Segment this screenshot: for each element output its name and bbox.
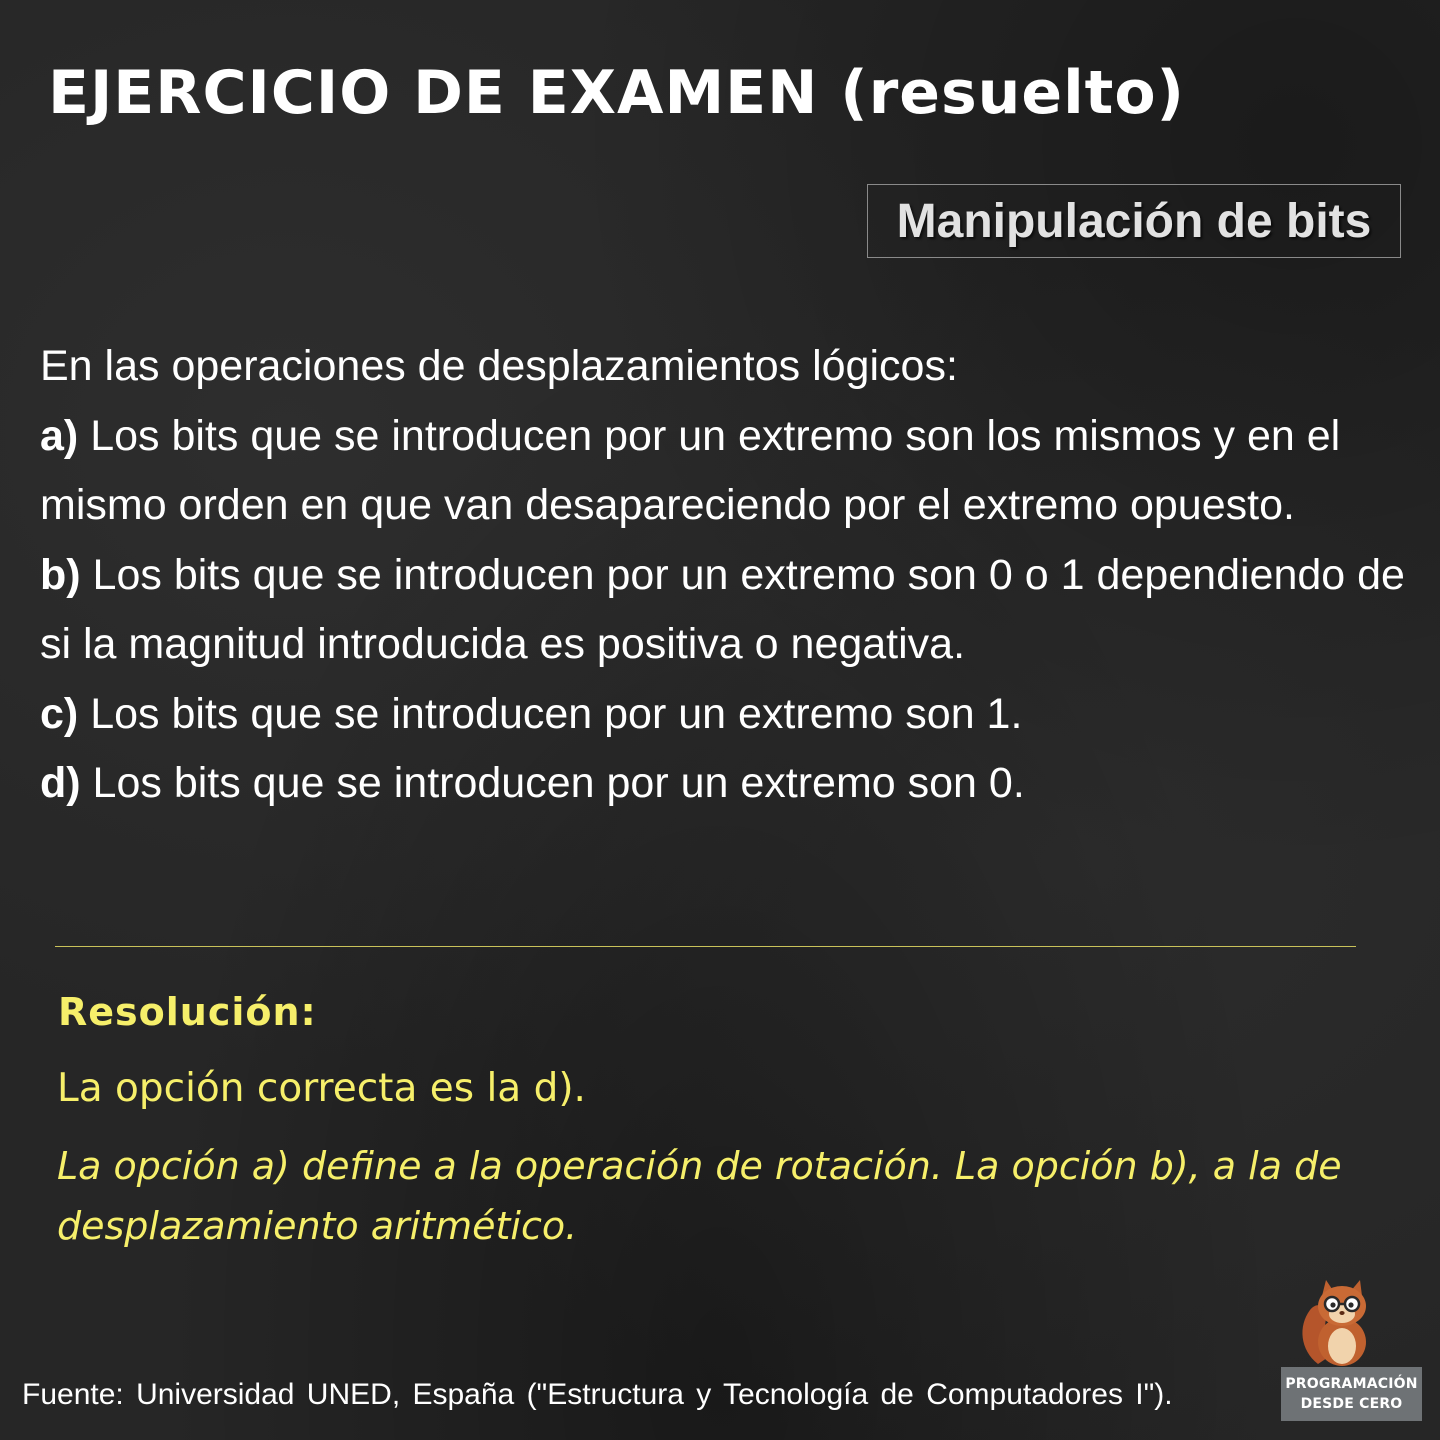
option-c-letter: c) bbox=[40, 689, 79, 738]
logo-text-line1: PROGRAMACIÓN bbox=[1285, 1376, 1418, 1392]
option-c bbox=[40, 680, 1420, 750]
option-c-text: Los bits que se introducen por un extremo son 1. bbox=[90, 689, 1023, 738]
option-b-text: Los bits que se introducen por un extremo son 0 o 1 dependiendo de si la magnitud introducida es positiva o negativa. bbox=[40, 550, 1405, 668]
page-title: EJERCICIO DE EXAMEN (resuelto) bbox=[48, 58, 1185, 128]
option-b bbox=[40, 541, 1420, 680]
topic-label: Manipulación de bits bbox=[896, 194, 1372, 248]
question-block bbox=[40, 332, 1420, 819]
question-prompt: En las operaciones de desplazamientos lógicos: bbox=[40, 342, 958, 390]
option-d-text: Los bits que se introducen por un extremo son 0. bbox=[92, 759, 1025, 807]
resolution-explanation: La opción a) define a la operación de rotación. La opción b), a la de desplazamiento aritmético. bbox=[57, 1144, 1342, 1248]
option-a-letter: a) bbox=[40, 411, 79, 460]
option-a bbox=[40, 402, 1420, 541]
squirrel-mascot-icon bbox=[1296, 1276, 1386, 1368]
resolution-heading: Resolución: bbox=[58, 990, 317, 1034]
section-divider bbox=[55, 946, 1356, 947]
option-d-letter: d) bbox=[40, 759, 81, 807]
option-a-text: Los bits que se introducen por un extremo son los mismos y en el mismo orden en que van desapareciendo por el extremo opuesto. bbox=[40, 411, 1341, 529]
logo-badge bbox=[1281, 1367, 1422, 1421]
topic-badge bbox=[867, 184, 1401, 258]
option-d bbox=[40, 749, 1420, 819]
resolution-answer: La opción correcta es la d). bbox=[57, 1066, 586, 1111]
option-b-letter: b) bbox=[40, 550, 81, 599]
logo-text-line2: DESDE CERO bbox=[1300, 1396, 1403, 1412]
source-citation: Fuente: Universidad UNED, España ("Estructura y Tecnología de Computadores I"). bbox=[22, 1378, 1173, 1411]
